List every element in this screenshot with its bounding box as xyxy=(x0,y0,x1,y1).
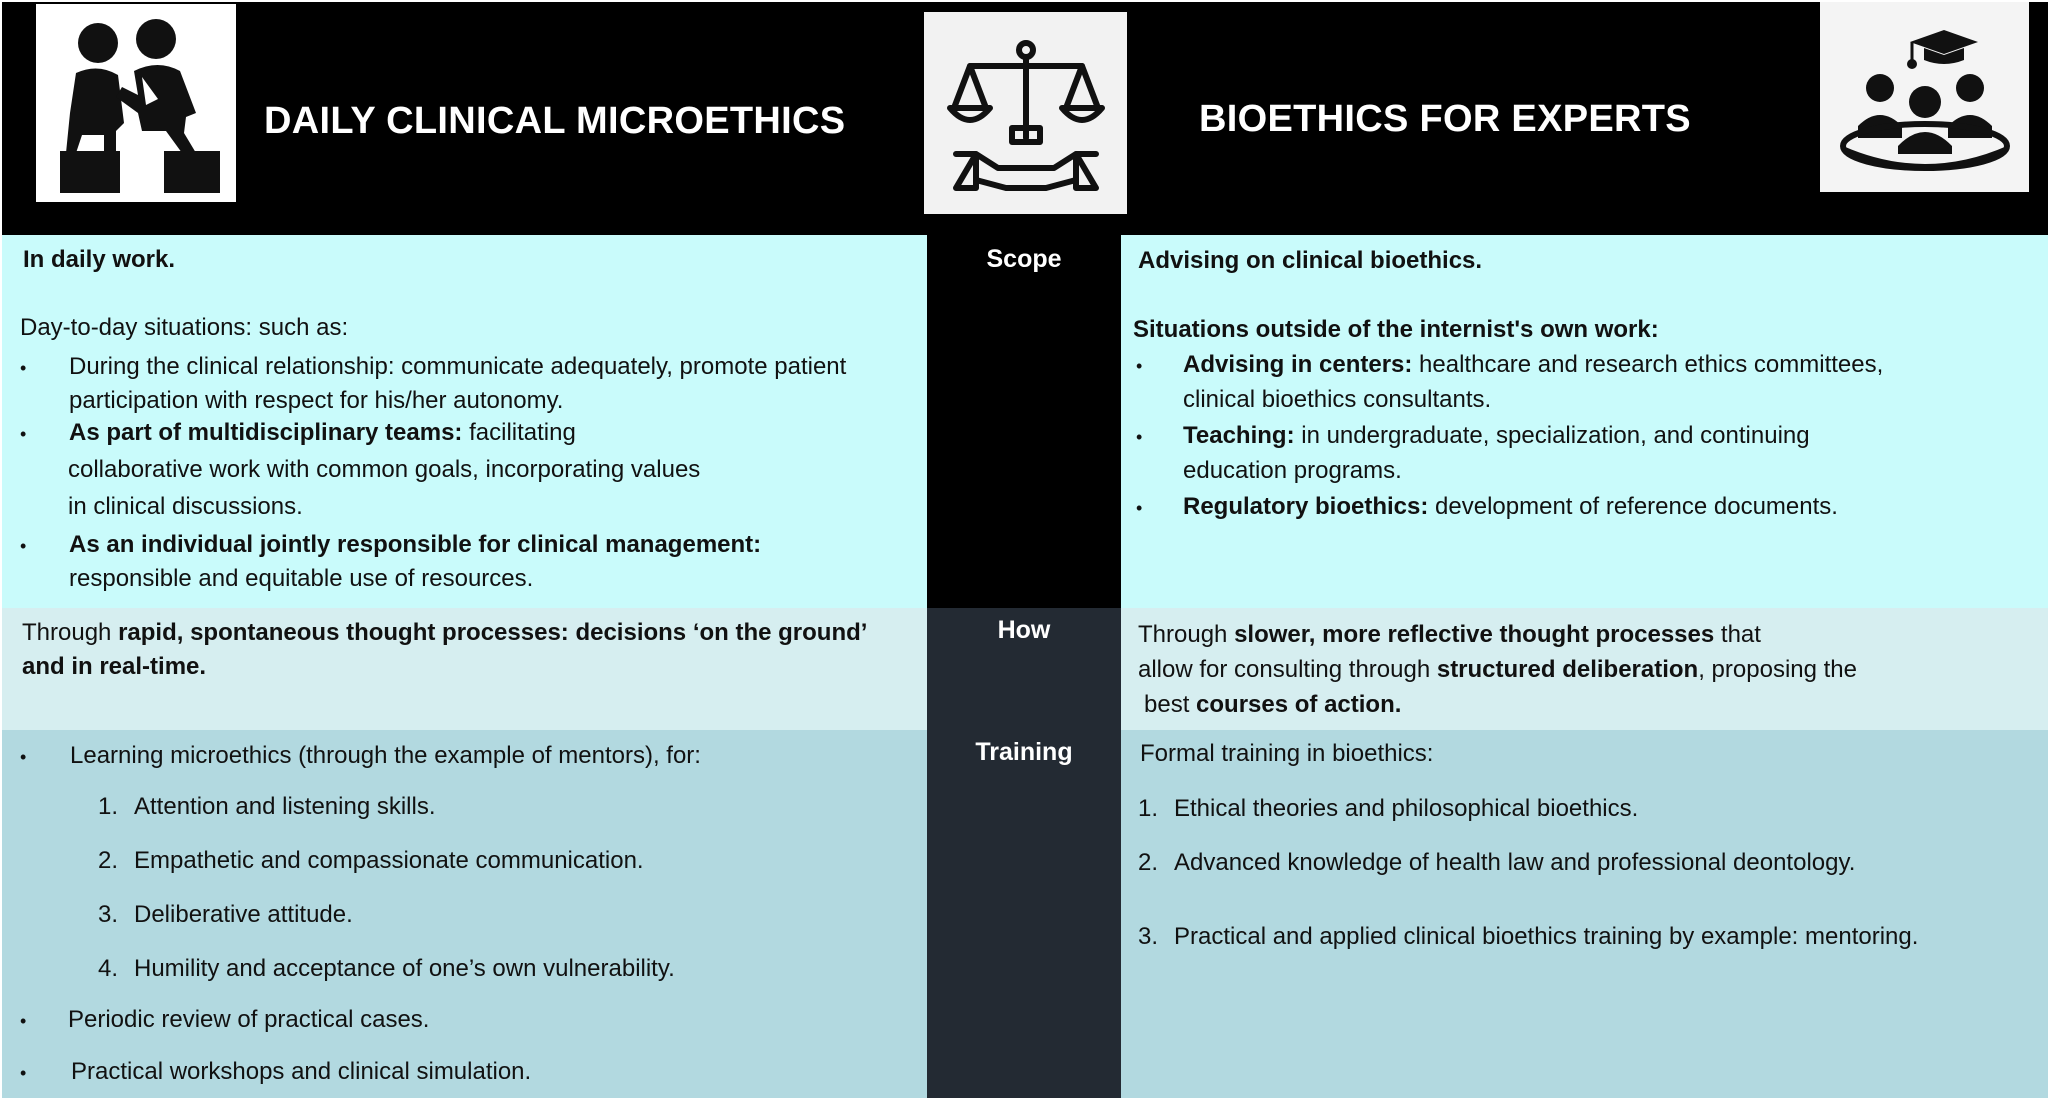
scope-left-item2-bold: As part of multidisciplinary teams: xyxy=(69,419,463,446)
training-right-num-3: 3. xyxy=(1138,923,1159,950)
how-left-line1 xyxy=(22,616,867,650)
scope-left-item3-line2: responsible and equitable use of resources. xyxy=(69,565,534,592)
scope-left-intro: Day-to-day situations: such as: xyxy=(20,314,349,341)
scope-right-item3 xyxy=(1183,490,1838,524)
scope-left-item2-rest: facilitating xyxy=(462,419,576,446)
training-right-num-2: 2. xyxy=(1138,849,1159,876)
how-right-post1: that xyxy=(1714,621,1761,648)
training-right-cell xyxy=(1132,730,2032,1098)
training-row xyxy=(2,730,2048,1098)
how-right-pre3: best xyxy=(1144,691,1197,718)
training-left-bullet1: Learning microethics (through the example of mentors), for: xyxy=(70,742,701,769)
how-left-cell xyxy=(20,608,910,730)
bullet-icon: • xyxy=(20,747,27,767)
training-left-num-1: 1. xyxy=(98,793,119,820)
scope-right-item1-rest: healthcare and research ethics committees, xyxy=(1412,351,1884,378)
scope-right-item1-line1 xyxy=(1183,348,1883,382)
training-left-item-2: Empathetic and compassionate communication. xyxy=(134,847,644,874)
scope-right-item1-bold: Advising in centers: xyxy=(1183,351,1413,378)
training-right-num-1: 1. xyxy=(1138,795,1159,822)
bullet-icon: • xyxy=(1136,356,1143,376)
scope-left-lead: In daily work. xyxy=(23,246,176,273)
bullet-icon: • xyxy=(20,536,27,556)
training-label: Training xyxy=(975,738,1073,766)
how-left-pre: Through xyxy=(22,619,119,646)
scope-label: Scope xyxy=(986,245,1062,273)
scope-right-intro: Situations outside of the internist's own work: xyxy=(1133,316,1659,343)
training-left-bullet3: Practical workshops and clinical simulation. xyxy=(71,1058,532,1085)
bullet-icon: • xyxy=(20,358,27,378)
training-left-num-3: 3. xyxy=(98,901,119,928)
balance-scale-icon-box xyxy=(924,12,1127,214)
scope-label-cell xyxy=(927,235,1121,608)
scope-left-item3-bold: As an individual jointly responsible for clinical management: xyxy=(69,531,762,558)
scope-right-cell xyxy=(1132,235,2032,608)
scope-right-item2-line1 xyxy=(1183,419,1810,453)
how-right-bold1: slower, more reflective thought processes xyxy=(1234,621,1715,648)
training-left-num-2: 2. xyxy=(98,847,119,874)
scope-left-cell xyxy=(20,235,910,608)
training-left-item-1: Attention and listening skills. xyxy=(134,793,436,820)
doctor-patient-icon xyxy=(46,13,226,193)
scope-row xyxy=(2,235,2048,608)
scope-right-lead: Advising on clinical bioethics. xyxy=(1138,247,1483,274)
bullet-icon: • xyxy=(20,1011,27,1031)
training-label-cell xyxy=(927,730,1121,1098)
training-left-cell xyxy=(20,730,910,1098)
training-left-item-4: Humility and acceptance of one’s own vulnerability. xyxy=(134,955,675,982)
how-right-post2: , proposing the xyxy=(1698,656,1857,683)
how-label: How xyxy=(997,616,1051,644)
how-right-pre: Through xyxy=(1138,621,1235,648)
graduation-group-icon xyxy=(1840,22,2010,172)
how-right-pre2: allow for consulting through xyxy=(1138,656,1437,683)
scope-right-item2-bold: Teaching: xyxy=(1183,422,1295,449)
how-left-bold2: and in real-time. xyxy=(22,653,207,680)
bullet-icon: • xyxy=(20,1063,27,1083)
scope-right-item2-rest: in undergraduate, specialization, and continuing xyxy=(1294,422,1810,449)
how-right-bold3: courses of action. xyxy=(1196,691,1402,718)
bullet-icon: • xyxy=(1136,498,1143,518)
how-right-line1 xyxy=(1138,618,1761,652)
training-right-item-1: Ethical theories and philosophical bioethics. xyxy=(1174,795,1639,822)
header-title-left: DAILY CLINICAL MICROETHICS xyxy=(264,100,846,142)
scope-right-item3-rest: development of reference documents. xyxy=(1428,493,1838,520)
how-right-line3 xyxy=(1144,688,1401,722)
scope-right-item2-line2: education programs. xyxy=(1183,457,1402,484)
scope-left-item2-line2: collaborative work with common goals, incorporating values xyxy=(68,456,701,483)
scope-right-item3-bold: Regulatory bioethics: xyxy=(1183,493,1429,520)
scope-left-item1-line2: participation with respect for his/her autonomy. xyxy=(69,387,564,414)
graduation-group-icon-box xyxy=(1820,2,2029,192)
scope-left-item1-line1: During the clinical relationship: communicate adequately, promote patient xyxy=(69,353,847,380)
training-left-bullet2: Periodic review of practical cases. xyxy=(68,1006,430,1033)
how-row xyxy=(2,608,2048,730)
scope-left-item2-line3: in clinical discussions. xyxy=(68,493,303,520)
header-banner xyxy=(2,2,2048,235)
how-right-cell xyxy=(1132,608,2032,730)
bullet-icon: • xyxy=(20,424,27,444)
scope-left-item2-line1 xyxy=(69,416,576,450)
how-label-cell xyxy=(927,608,1121,730)
how-left-bold1: rapid, spontaneous thought processes: decisions ‘on the ground’ xyxy=(118,619,868,646)
training-left-num-4: 4. xyxy=(98,955,119,982)
training-right-item-2: Advanced knowledge of health law and professional deontology. xyxy=(1174,849,1856,876)
scope-right-item1-line2: clinical bioethics consultants. xyxy=(1183,386,1492,413)
training-left-item-3: Deliberative attitude. xyxy=(134,901,353,928)
header-title-right: BIOETHICS FOR EXPERTS xyxy=(1199,98,1691,140)
bullet-icon: • xyxy=(1136,427,1143,447)
training-right-intro: Formal training in bioethics: xyxy=(1140,740,1434,767)
how-right-bold2: structured deliberation xyxy=(1436,656,1699,683)
balance-scale-hand-icon xyxy=(946,28,1106,198)
training-right-item-3: Practical and applied clinical bioethics training by example: mentoring. xyxy=(1174,923,1919,950)
how-right-line2 xyxy=(1138,653,1857,687)
doctor-patient-icon-box xyxy=(36,4,236,202)
